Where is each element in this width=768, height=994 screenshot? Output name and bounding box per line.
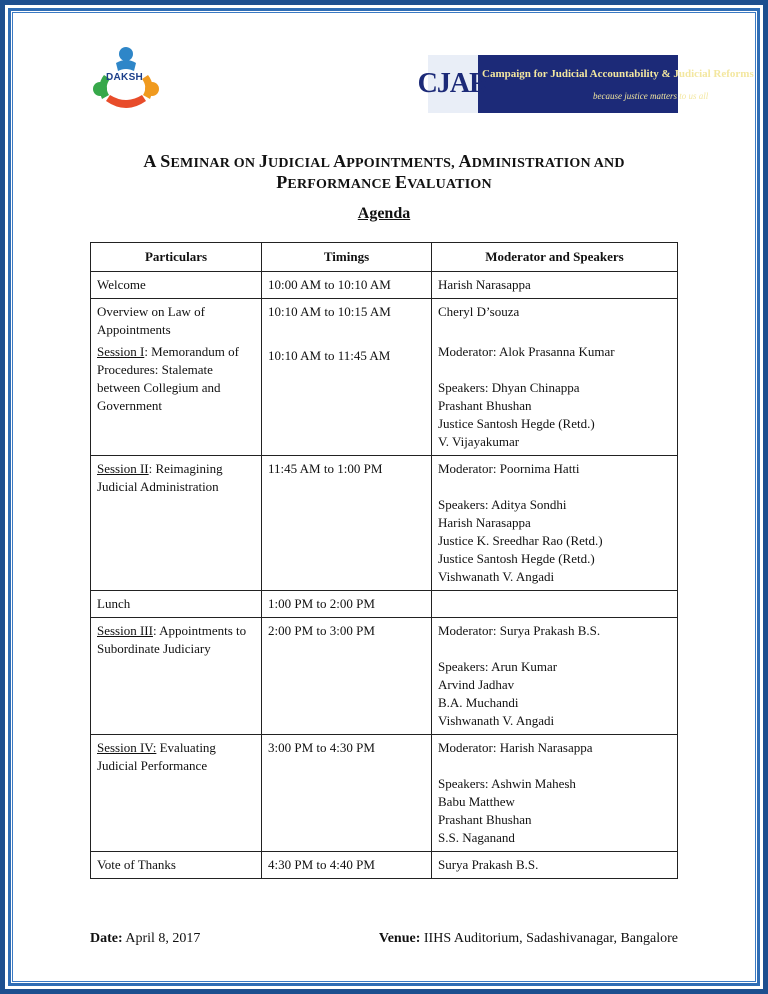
cell-speakers (432, 735, 678, 852)
cell-particular (91, 299, 262, 342)
cell-speakers: Cheryl D’souza (432, 299, 678, 342)
speaker-line: Vishwanath V. Angadi (438, 569, 555, 584)
spacer (438, 478, 671, 496)
cell-timing: 3:00 PM to 4:30 PM (262, 735, 432, 852)
title-text-1: EMINAR ON (170, 156, 259, 171)
cell-speakers (432, 618, 678, 735)
date-label: Date: (90, 931, 123, 946)
text-line: Judicial Administration (97, 479, 219, 494)
text-line: between Collegium and (97, 380, 221, 395)
title-text-2: UDICIAL (268, 156, 334, 171)
cjar-logo-mark (417, 55, 489, 113)
title-cap-a3: A (458, 151, 472, 171)
text-line: Appointments (97, 322, 171, 337)
cell-timing: 10:10 AM to 10:15 AM (262, 299, 432, 342)
cjar-logo (417, 55, 754, 113)
table-header-row (91, 243, 678, 272)
cell-particular: Lunch (91, 591, 262, 618)
session-desc: : Reimagining (148, 461, 223, 476)
speaker-line: Speakers: Ashwin Mahesh (438, 776, 576, 791)
session-desc: Evaluating (156, 740, 216, 755)
daksh-logo-text: DAKSH (106, 72, 144, 83)
table-row (91, 852, 678, 879)
table-row (91, 591, 678, 618)
header-particulars: Particulars (91, 243, 262, 272)
agenda-heading: Agenda (357, 205, 411, 222)
speaker-line: V. Vijayakumar (438, 434, 520, 449)
moderator-line: Moderator: Alok Prasanna Kumar (438, 344, 615, 359)
title-cap-a2: A (333, 151, 347, 171)
table-row (91, 456, 678, 591)
title-text-4: DMINISTRATION AND (471, 156, 625, 171)
cell-speakers (432, 456, 678, 591)
speaker-line: B.A. Muchandi (438, 695, 519, 710)
speaker-line: Arvind Jadhav (438, 677, 515, 692)
event-date (90, 931, 200, 947)
table-row (91, 618, 678, 735)
cell-particular: Welcome (91, 272, 262, 299)
agenda-table (90, 242, 678, 879)
cell-particular (91, 456, 262, 591)
title-cap-e: E (395, 172, 408, 192)
spacer (438, 361, 671, 379)
text-line (97, 622, 255, 640)
table-row (91, 272, 678, 299)
speaker-line: Speakers: Aditya Sondhi (438, 497, 567, 512)
cjar-logo-tagline: because justice matters to us all (593, 91, 709, 101)
moderator-line: Moderator: Harish Narasappa (438, 740, 593, 755)
title-text-6: VALUATION (407, 177, 492, 192)
cell-timing: 10:00 AM to 10:10 AM (262, 272, 432, 299)
page-title-line-1 (60, 151, 708, 172)
cell-timing (262, 341, 432, 456)
table-row (91, 341, 678, 456)
table-row (91, 299, 678, 342)
title-cap-s: S (155, 151, 171, 171)
session-label: Session I (97, 344, 145, 359)
text-line: Subordinate Judiciary (97, 641, 211, 656)
text-line (97, 460, 255, 478)
session-label: Session III (97, 623, 153, 638)
cell-timing: 4:30 PM to 4:40 PM (262, 852, 432, 879)
speaker-line: Prashant Bhushan (438, 812, 532, 827)
moderator-line: Moderator: Poornima Hatti (438, 461, 580, 476)
timing-text: 10:10 AM to 11:45 AM (268, 348, 391, 363)
spacer (438, 640, 671, 658)
text-line: Judicial Performance (97, 758, 208, 773)
cjar-logo-short: CJAR (417, 68, 489, 99)
cell-timing: 11:45 AM to 1:00 PM (262, 456, 432, 591)
speaker-line: Justice K. Sreedhar Rao (Retd.) (438, 533, 603, 548)
session-label: Session IV: (97, 740, 157, 755)
spacer (438, 757, 671, 775)
speaker-line: Speakers: Arun Kumar (438, 659, 558, 674)
speaker-line: S.S. Naganand (438, 830, 515, 845)
cell-particular (91, 341, 262, 456)
session-desc: : Appointments to (152, 623, 247, 638)
speaker-line: Vishwanath V. Angadi (438, 713, 555, 728)
cell-particular: Vote of Thanks (91, 852, 262, 879)
text-line: Government (97, 398, 162, 413)
title-cap-j: J (258, 151, 269, 171)
speaker-line: Babu Matthew (438, 794, 515, 809)
moderator-line: Moderator: Surya Prakash B.S. (438, 623, 601, 638)
event-venue (379, 931, 678, 947)
speaker-line: Justice Santosh Hegde (Retd.) (438, 551, 595, 566)
cell-particular (91, 618, 262, 735)
text-line: Overview on Law of (97, 304, 205, 319)
header-timings: Timings (262, 243, 432, 272)
cjar-logo-name: Campaign for Judicial Accountability & Judicial Reforms (482, 68, 754, 80)
title-text-5: ERFORMANCE (287, 177, 396, 192)
cell-speakers (432, 341, 678, 456)
speaker-line: Speakers: Dhyan Chinappa (438, 380, 580, 395)
title-cap-a: A (143, 151, 156, 171)
cell-timing: 1:00 PM to 2:00 PM (262, 591, 432, 618)
cell-particular (91, 735, 262, 852)
venue-label: Venue: (378, 931, 421, 946)
title-cap-p: P (276, 172, 288, 192)
text-line (97, 739, 255, 757)
text-line: Procedures: Stalemate (97, 362, 213, 377)
cell-speakers: Surya Prakash B.S. (432, 852, 678, 879)
title-text-3: PPOINTMENTS, (346, 156, 459, 171)
cell-speakers: Harish Narasappa (432, 272, 678, 299)
venue-value: IIHS Auditorium, Sadashivanagar, Bangalore (420, 931, 678, 946)
speaker-line: Justice Santosh Hegde (Retd.) (438, 416, 595, 431)
page-title-line-2 (60, 172, 708, 193)
speaker-line: Harish Narasappa (438, 515, 531, 530)
table-row (91, 735, 678, 852)
speaker-line: Prashant Bhushan (438, 398, 532, 413)
session-label: Session II (97, 461, 149, 476)
header-moderator-speakers: Moderator and Speakers (432, 243, 678, 272)
text-line (97, 343, 255, 361)
session-desc: : Memorandum of (144, 344, 239, 359)
date-value: April 8, 2017 (122, 931, 201, 946)
cell-timing: 2:00 PM to 3:00 PM (262, 618, 432, 735)
cell-speakers (432, 591, 678, 618)
